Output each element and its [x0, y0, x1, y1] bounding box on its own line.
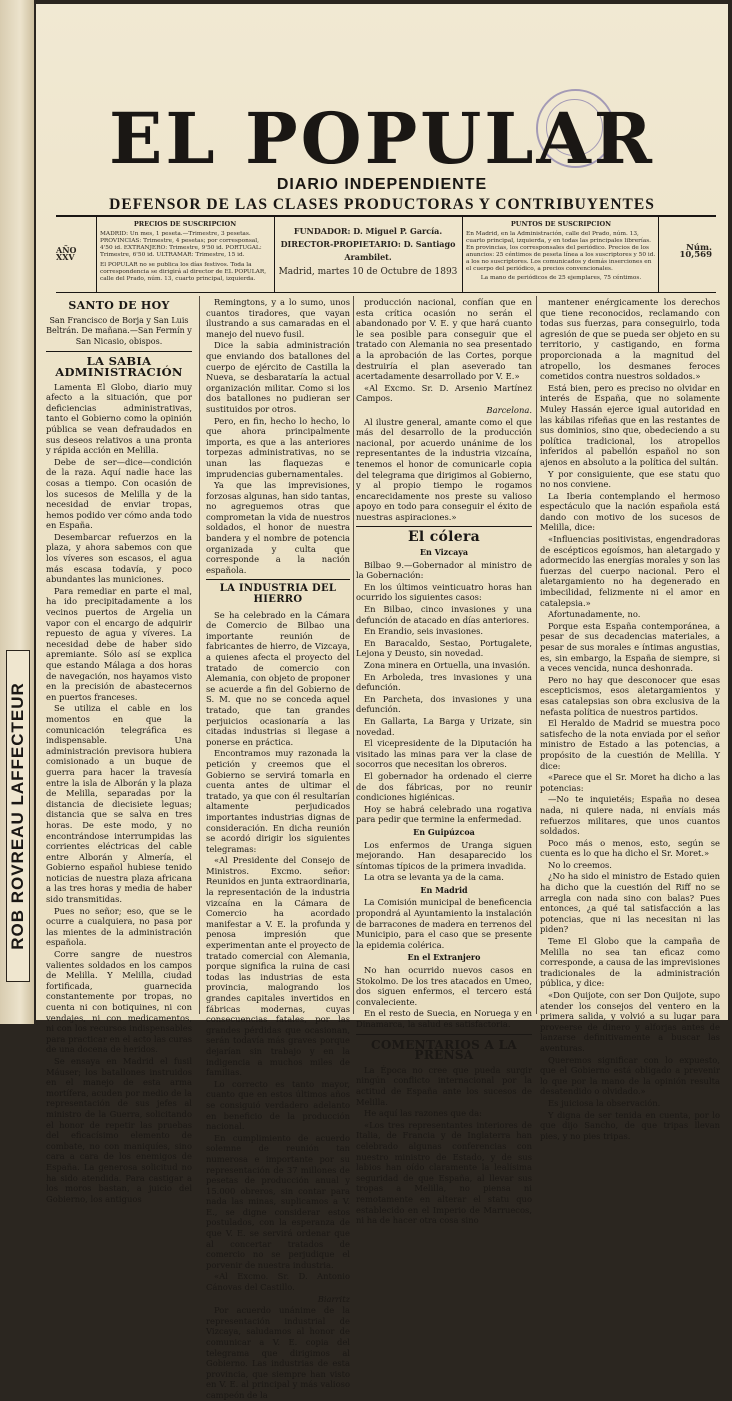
paragraph: Para remediar en parte el mal, ha ido precipitadamente a los vecinos puertos de Argelia un vapor con el encargo de adquirir repuesto de agua y víveres. La necesidad debe de haber sido apremiante. Sólo así se explica que estando Málaga a dos horas de navegación, nos hayamos visto en la precisión de abastecernos en puertos franceses.	[46, 585, 192, 702]
subscription-prices	[100, 221, 270, 283]
paragraph: «Los tres representantes interiores de Italia, de Francia y de Inglaterra han celebrado algunas conferencias con nuestro ministro de Estado, y de sus labios han oído claramente la lealísima seguridad de que España, al llevar sus tropas a Melilla, no piensa ni remotamente en alterar el statu quo establecido en el Imperio de Marruecos, ni ha de hacer otra cosa sino	[356, 1119, 532, 1226]
paragraph: En los últimos veinticuatro horas han ocurrido los siguientes casos:	[356, 581, 532, 603]
header-rule	[56, 292, 716, 293]
column-divider	[199, 296, 200, 1014]
subscription-text: MADRID: Un mes, 1 peseta.—Trimestre, 3 pesetas. PROVINCIAS: Trimestre, 4 pesetas; por corresponsal, 4'50 id. EXTRANJERO: Trimestre, 9'50 id. PORTUGAL: Trimestre, 6'50 id. ULTRAMAR: Trimestre, 15 id.	[100, 231, 262, 258]
paragraph: Lo correcto es tanto mayor, cuanto que en estos últimos años se consiguió verdadero adelanto en beneficio de la producción nacional.	[206, 1078, 350, 1132]
paragraph: Pero, en fin, hecho lo hecho, lo que ahora principalmente importa, es que a las anteriores torpezas administrativas, no se unan las flaquezas e imprudencias gubernamentales.	[206, 415, 350, 479]
paragraph: Encontramos muy razonada la petición y creemos que el Gobierno se servirá tomarla en cuenta antes de ultimar el tratado, ya que con él resultarían altamente perjudicados importantes industrias dignas de consideración. En dicha reunión se acordó dirigir los siguientes telegramas:	[206, 748, 350, 854]
founder-director	[278, 225, 458, 264]
colera-heading: El cólera	[356, 526, 532, 543]
info-divider	[658, 217, 659, 292]
paragraph: En Gallarta, La Barga y Urizate, sin novedad.	[356, 715, 532, 737]
paragraph: En el resto de Suecia, en Noruega y en Dinamarca, la salud es satisfactoria.	[356, 1008, 532, 1029]
column-3	[356, 297, 532, 1226]
paragraph: ¿No ha sido el ministro de Estado quien ha dicho que la cuestión del Riff no se arregla con nada sino con balas? Pues entonces, ¿a qué tal satisfacción a las potencias, que ni las necesitan ni las piden?	[540, 871, 720, 935]
paragraph: En Erandio, seis invasiones.	[364, 626, 484, 637]
points-note: La mano de periódicos de 25 ejemplares, 75 céntimos.	[480, 275, 642, 281]
spine-advertisement	[6, 650, 30, 982]
paragraph: El vicepresidente de la Diputación ha visitado las minas para ver la clase de socorros que necesitan los obreros.	[356, 738, 532, 770]
paragraph: He aquí las razones que da:	[364, 1108, 482, 1119]
paragraph: Desembarcar refuerzos en la plaza, y ahora sabemos con que los víveres son escasos, el agua más escasa todavía, y poco abundantes las municiones.	[46, 531, 192, 585]
paragraph: Lamenta El Globo, diario muy afecto a la situación, que por deficiencias administrativas, tanto el Gobierno como la opinión pública se vean defraudados en sus deseos relativos a una pronta y rápida acción en Melilla.	[46, 381, 192, 456]
subheading: En el Extranjero	[407, 952, 481, 963]
subscription-points	[466, 221, 656, 282]
paragraph: Zona minera en Ortuella, una invasión.	[364, 660, 531, 670]
subheading: En Madrid	[420, 884, 468, 895]
paragraph: No han ocurrido nuevos casos en Stokolmo. De los tres atacados en Umeo, dos siguen enfermos, el tercero está convaleciente.	[356, 965, 532, 1007]
prensa-heading: COMENTARIOS A LA PRENSA	[356, 1034, 532, 1061]
column-divider	[536, 296, 537, 1014]
paragraph: En cumplimiento de acuerdo solemne de reunión tan numerosa e importante por su representación de 37 millones de pesetas de producción anual y 15.000 obreros, sin contar para nada las minas, suplicamos a V. E., se digne considerar estos postulados, con la esperanza de que V. E. se servirá ordenar que al concertar tratados de comercio no se perjudique el porvenir de nuestra industria.	[206, 1132, 350, 1270]
paragraph: Es juiciosa la observación.	[548, 1097, 661, 1108]
paragraph: mantener enérgicamente los derechos que tiene reconocidos, reclamando con todas sus fuerzas, para conseguirlo, toda agresión de que se pueda ser objeto en su territorio, y castigando, en forma proporcionada a la magnitud del atropello, los desmanes feroces cometidos contra nuestros soldados.»	[540, 297, 720, 382]
paragraph: Queremos significar con lo expuesto, que el Gobierno está obligado a prevenir lo que por la mano de la opinión resulta desatendido o olvidado.»	[540, 1054, 720, 1097]
newspaper-page	[36, 4, 728, 1400]
facing-page-spine	[0, 0, 34, 1024]
paragraph: «Influencias positivistas, engendradoras de escépticos egoísmos, han aletargado y adormecido las energías morales y son las fuerzas del cuerpo nacional. Pero el aletargamiento no ha degenerado en imbecilidad, felizmente ni el amor en catalepsia.»	[540, 534, 721, 608]
subheading: En Guipúzcoa	[413, 826, 475, 837]
subheading: En Vizcaya	[419, 547, 469, 558]
info-divider	[96, 217, 97, 292]
column-4	[540, 297, 721, 1141]
subscription-note: El POPULAR no se publica los días festivos. Toda la correspondencia se dirigirá al director de EL POPULAR, calle del Prado, núm. 13, cuarto principal, izquierda.	[100, 262, 267, 282]
paragraph: producción nacional, confían que en esta crítica ocasión no serán el abandonado por V. E. y que hará cuanto le sea posible para conseguir que el tratado con Alemania no sea presentado a la aprobación de las Cortes, porque destruiría el plan aseverado tan acertadamente desarrollado por V. E.»	[356, 297, 532, 382]
masthead-info-box	[56, 215, 716, 293]
founder: FUNDADOR: D. Miguel P. García.	[293, 226, 443, 236]
points-text: En Madrid, en la Administración, calle del Prado, núm. 13, cuarto principal, izquierda, y en todas las principales librerías. En provincias, los corresponsales del periódico. Precios de los anuncios: 25 céntimos de peseta línea a los suscriptores y 50 id. a los no suscriptores. Los comunicados y demás inserciones en el cuerpo del periódico, a precios convencionales.	[466, 231, 656, 272]
telegram-location: Barcelona.	[486, 404, 532, 415]
paragraph: Poco más o menos, esto, según se cuenta es lo que ha dicho el Sr. Moret.»	[540, 837, 720, 859]
paragraph: Los enfermos de Uranga siguen mejorando. Han desaparecido los síntomas típicos de la primera invadida.	[356, 839, 532, 871]
info-divider	[274, 217, 275, 292]
paragraph: Teme El Globo que la campaña de Melilla no sea tan eficaz como corresponde, a causa de las imprevisiones tradicionales de la administración pública, y dice:	[540, 936, 720, 989]
column-2	[206, 297, 350, 1400]
paragraph: Hoy se habrá celebrado una rogativa para pedir que termine la enfermedad.	[356, 803, 532, 825]
issue-number: Núm. 10,569	[679, 243, 712, 260]
paragraph: En Bilbao, cinco invasiones y una defunción de atacado en días anteriores.	[356, 604, 532, 625]
paragraph: Está bien, pero es preciso no olvidar en interés de España, que no solamente Muley Hassán ejerce igual autoridad en las kábilas rifeñas que en las restantes de sus dominios, sino que, obedeciendo a su política tradicional, los atropellos inferidos al pabellón español no son ajenos en absoluto a la política del sultán.	[540, 382, 720, 467]
paragraph: La Época no cree que pueda surgir ningún conflicto internacional por la actitud de España ante los sucesos de Melilla.	[356, 1064, 532, 1107]
dateline: Madrid, martes 10 de Octubre de 1893	[278, 267, 458, 277]
masthead-tagline: DEFENSOR DE LAS CLASES PRODUCTORAS Y CONTRIBUYENTES	[109, 196, 655, 213]
paragraph: «Al Presidente del Consejo de Ministros. Excmo. señor: Reunidos en junta extraordinaria, la representación de la industria vizcaína en la Cámara de Comercio ha acordado manifestar a V. E. la profunda y penosa impresión que experimentan ante el proyecto de tratado comercial con Alemania, porque significa la ruina de casi todas las industrias de esta provincia, malogrando los grandes capitales invertidos en fábricas modernas, cuyas consecuencias fatales, por las grandes pérdidas que ocasionan, serán todavía más graves porque dejarían sin trabajo y en la indigencia a muchos miles de familias.	[206, 855, 350, 1078]
paragraph: Al ilustre general, amante como el que más del desarrollo de la producción nacional, por acuerdo unánime de los representantes de la industria vizcaína, tenemos el honor de comunicarle copia del telegrama que dirigimos al Gobierno, y al propio tiempo le rogamos encarecidamente nos preste su valioso apoyo en todo para conseguir el éxito de nuestras aspiraciones.»	[356, 416, 532, 522]
paragraph: No lo creemos.	[548, 859, 612, 870]
column-1	[46, 297, 192, 1204]
column-divider	[353, 296, 354, 1014]
spine-ad-text: ROB ROVREAU LAFFECTEUR	[8, 682, 27, 950]
paragraph: Se utiliza el cable en los momentos en que la comunicación telegráfica es indispensable. Una administración previsora hubiera comisionado a un buque de guerra para hacer la travesía entre la isla de Alborán y la plaza de Melilla, separadas por la distancia de diecisiete leguas; distancia que se salva en tres horas. De este modo, y no encontrándose interrumpidas las corrientes eléctricas del cable entre Alborán y Almería, el Gobierno español hubiese tenido noticias de nuestra plaza africana a las tres horas y media de haber sido transmitidas.	[46, 703, 192, 905]
paragraph: El gobernador ha ordenado el cierre de dos fábricas, por no reunir condiciones higiénicas.	[356, 770, 532, 803]
paragraph: Ya que las imprevisiones, forzosas algunas, han sido tantas, no agreguemos otras que comprometan la vida de nuestros soldados, el honor de nuestra bandera y el nombre de potencia organizada y culta que corresponde a la nación española.	[206, 480, 350, 575]
info-divider	[462, 217, 463, 292]
paragraph: Dice la sabia administración que enviando dos batallones del cuerpo de ejército de Castilla la Nueva, se desbarataría la actual organización militar. Como si los dos batallones no pudieran ser sustituidos por otros.	[206, 340, 350, 414]
subscription-title: PRECIOS DE SUSCRIPCION	[133, 220, 237, 228]
telegram-location: Biarritz	[317, 1293, 350, 1304]
paragraph: «Don Quijote, con ser Don Quijote, supo atender los consejos del ventero en la primera salida, y volvió a su lugar para proveerse de dinero y alforjas antes de lanzarse definitivamente a buscar las aventuras.	[540, 990, 720, 1053]
masthead-subtitle: DIARIO INDEPENDIENTE	[276, 176, 488, 193]
paragraph: La Comisión municipal de beneficencia propondrá al Ayuntamiento la instalación de barracones de madera en terrenos del Municipio, para el caso que se presente la epidemia colérica.	[356, 897, 532, 950]
paragraph: Y por consiguiente, que ese statu quo no nos conviene.	[540, 468, 720, 490]
santo-heading: SANTO DE HOY	[68, 299, 170, 312]
paragraph: Y digna de ser tenida en cuenta, por lo que dijo Sancho, de que tripas llevan pies, y no pies tripas.	[540, 1109, 720, 1141]
sabia-heading: LA SABIA ADMINISTRACIÓN	[46, 351, 192, 377]
paragraph: «Parece que el Sr. Moret ha dicho a las potencias:	[540, 772, 720, 793]
industria-heading: LA INDUSTRIA DEL HIERRO	[206, 579, 350, 605]
paragraph: La Iberia contemplando el hermoso espectáculo que la nación española está dando con motivo de los sucesos de Melilla, dice:	[540, 490, 720, 533]
paragraph: —No te inquietéis; España no desea nada, ni quiere nada, ni envíais más refuerzos militares, que unos cuantos soldados.	[540, 794, 720, 837]
paragraph: En Parcheta, dos invasiones y una defunción.	[356, 693, 532, 715]
paragraph: Se ha celebrado en la Cámara de Comercio de Bilbao una importante reunión de fabricantes de hierro, de Vizcaya, a quienes afecta el proyecto del tratado de comercio con Alemania, con objeto de proponer se acuerde a fin del Gobierno de S. M. que no se conceda aquel tratado, que tan grandes perjuicios ocasionaría a las citadas industrias si llegase a ponerse en práctica.	[206, 609, 350, 747]
paragraph: En Arboleda, tres invasiones y una defunción.	[356, 671, 532, 693]
paragraph: Corre sangre de nuestros valientes soldados en los campos de Melilla. Y Melilla, ciudad fortificada, guarnecida constantemente por tropas, no cuenta ni con botiquines, ni con vendajes, ni con medicamentos, ni con los recursos indispensables para practicar en el acto las curas de una docena de heridos.	[46, 949, 192, 1055]
director: DIRECTOR-PROPIETARIO: D. Santiago Arambilet.	[280, 239, 456, 262]
paragraph: En Baracaldo, Sestao, Portugalete, Lejona y Deusto, sin novedad.	[356, 637, 532, 659]
paragraph: La otra se levanta ya de la cama.	[364, 872, 504, 883]
points-title: PUNTOS DE SUSCRIPCION	[510, 220, 612, 228]
paragraph: Porque esta España contemporánea, a pesar de sus decadencias materiales, a pesar de sus morales e íntimas angustias, es, sin embargo, la España de siempre, si a veces vencida, nunca deshonrada.	[540, 620, 720, 674]
year-volume: AÑO XXV	[56, 245, 77, 262]
telegram-address: «Al Excmo. Sr. D. Antonio Cánovas del Castillo.	[206, 1271, 350, 1293]
santo-text: San Francisco de Borja y San Luis Beltrán. De mañana.—San Fermín y San Nicasio, obispos.	[46, 315, 192, 346]
paragraph: Remingtons, y a lo sumo, unos cuantos tiradores, que vayan ilustrando a sus camaradas en el manejo del nuevo fusil.	[206, 297, 350, 339]
paragraph: Debe de ser—dice—condición de la raza. Aquí nadie hace las cosas a tiempo. Con ocasión de los sucesos de Melilla y de la necesidad de enviar tropas, hemos podido ver cómo anda todo en España.	[46, 456, 192, 531]
paragraph: Bilbao 9.—Gobernador al ministro de la Gobernación:	[356, 559, 532, 581]
masthead-title: EL POPULAR	[109, 97, 655, 180]
paragraph: Pues no señor; eso, que se le ocurre a cualquiera, no pasa por las mientes de la administración española.	[46, 905, 192, 948]
paragraph: Se ensaya en Madrid el fusil Máuser; los batallones instruidos en el manejo de esta arma mortífera, acuden por medio de la representación de sus jefes al ministro de la Guerra, solicitando el honor de repetir las pruebas del eficacísimo elemento de combate, no con maniquíes, sino cara a cara de los enemigos de España. La generosa solicitud no ha sido atendida. Para castigar a los moros bastan, a juicio del Gobierno, los antiguos	[46, 1055, 192, 1204]
paragraph: Por acuerdo unánime de la representación industrial de Vizcaya, saludamos al honor de comunicar a V. E. copia del telegrama que dirigimos al Gobierno. Las industrias de esta provincia, que siempre han visto en V. E. al principal y más valioso campeón de la	[206, 1305, 350, 1400]
paragraph: El Heraldo de Madrid se muestra poco satisfecho de la nota enviada por el señor ministro de Estado a las potencias, a propósito de la cuestión de Melilla. Y dice:	[540, 718, 720, 771]
telegram-address: «Al Excmo. Sr. D. Arsenio Martínez Campos.	[356, 382, 532, 404]
paragraph: Pero no hay que desconocer que esas escepticismos, esos aletargamientos y esas catalepsias son obra exclusiva de la nefasta política de nuestros partidos.	[540, 674, 720, 717]
paragraph: Afortunadamente, no.	[548, 609, 641, 620]
